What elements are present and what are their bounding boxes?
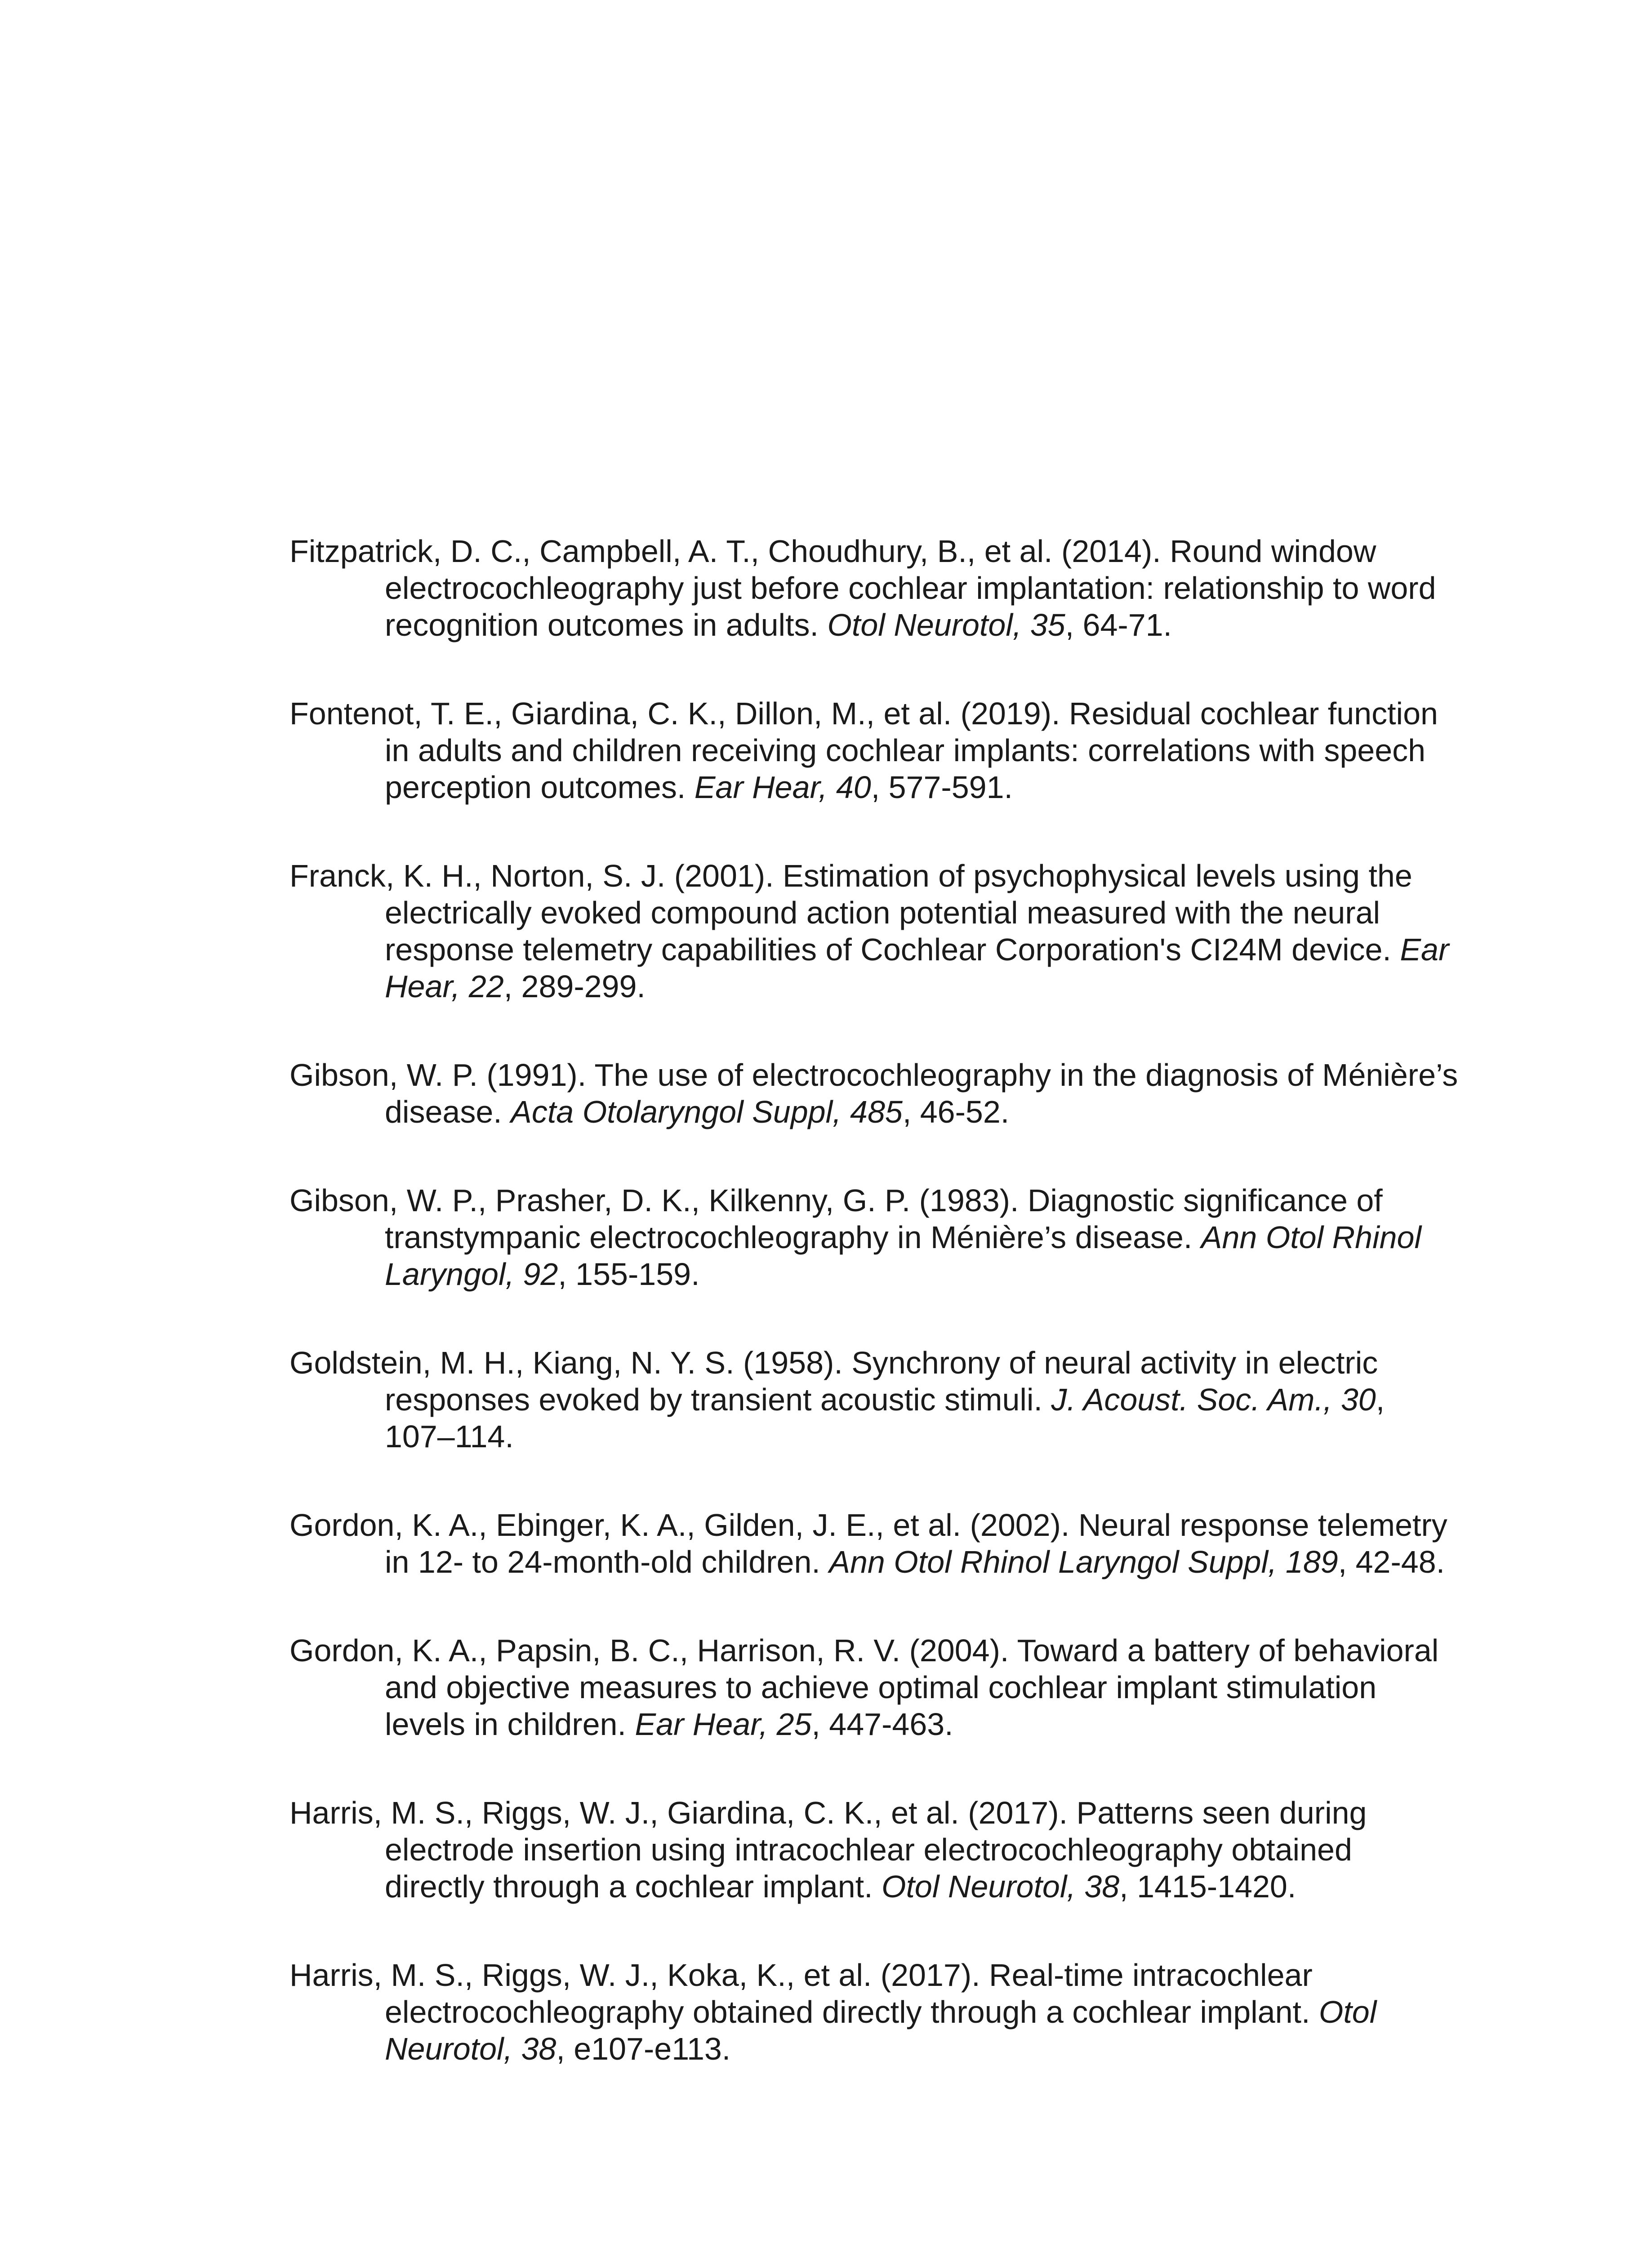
reference-title: The use of electrocochleography in the diagnosis of Ménière’s disease. bbox=[385, 1057, 1458, 1129]
reference-title: Real-time intracochlear electrocochleography obtained directly through a cochlear implant. bbox=[385, 1958, 1319, 2029]
reference-authors: Gibson, W. P., Prasher, D. K., Kilkenny, G. P. (1983). bbox=[289, 1183, 1028, 1218]
reference-pages: , 155-159. bbox=[558, 1257, 700, 1292]
reference-title: Toward a battery of behavioral and objective measures to achieve optimal cochlear implant stimulation levels in children. bbox=[385, 1633, 1439, 1742]
reference-title: Patterns seen during electrode insertion using intracochlear electrocochleography obtained directly through a cochlear implant. bbox=[385, 1795, 1367, 1904]
reference-pages: , 577-591. bbox=[871, 770, 1013, 805]
reference-journal: Ann Otol Rhinol Laryngol Suppl, 189 bbox=[829, 1544, 1338, 1579]
reference-journal: Otol Neurotol, 35 bbox=[827, 607, 1065, 642]
reference-journal: J. Acoust. Soc. Am., 30 bbox=[1051, 1382, 1376, 1417]
reference-authors: Gibson, W. P. (1991). bbox=[289, 1057, 595, 1093]
reference-pages: , 447-463. bbox=[811, 1707, 953, 1742]
reference-pages: , 42-48. bbox=[1338, 1544, 1445, 1579]
reference-entry bbox=[289, 1632, 1458, 1743]
reference-entry bbox=[289, 1344, 1458, 1455]
reference-pages: , 64-71. bbox=[1065, 607, 1172, 642]
reference-entry bbox=[289, 1957, 1458, 2067]
reference-authors: Harris, M. S., Riggs, W. J., Koka, K., et al. (2017). bbox=[289, 1958, 989, 1993]
reference-entry bbox=[289, 533, 1458, 643]
reference-authors: Goldstein, M. H., Kiang, N. Y. S. (1958). bbox=[289, 1345, 852, 1380]
reference-authors: Fitzpatrick, D. C., Campbell, A. T., Choudhury, B., et al. (2014). bbox=[289, 534, 1170, 569]
reference-journal: Ear Hear, 22 bbox=[385, 932, 1449, 1004]
reference-title: Estimation of psychophysical levels using the electrically evoked compound action potential measured with the neural response telemetry capabilities of Cochlear Corporation's CI24M device. bbox=[385, 858, 1412, 967]
reference-title: Diagnostic significance of transtympanic electrocochleography in Ménière’s disease. bbox=[385, 1183, 1383, 1255]
reference-journal: Ear Hear, 40 bbox=[694, 770, 871, 805]
reference-title: Residual cochlear function in adults and children receiving cochlear implants: correlations with speech perception outcomes. bbox=[385, 696, 1438, 805]
reference-authors: Gordon, K. A., Papsin, B. C., Harrison, R. V. (2004). bbox=[289, 1633, 1017, 1668]
reference-title: Synchrony of neural activity in electric responses evoked by transient acoustic stimuli. bbox=[385, 1345, 1378, 1417]
reference-journal: Otol Neurotol, 38 bbox=[385, 1994, 1377, 2066]
reference-authors: Gordon, K. A., Ebinger, K. A., Gilden, J. E., et al. (2002). bbox=[289, 1508, 1078, 1543]
reference-pages: , 289-299. bbox=[503, 969, 646, 1004]
reference-journal: Ear Hear, 25 bbox=[635, 1707, 812, 1742]
reference-pages: , 1415-1420. bbox=[1119, 1869, 1296, 1904]
reference-entry bbox=[289, 695, 1458, 806]
reference-pages: , e107-e113. bbox=[556, 2031, 731, 2066]
reference-entry bbox=[289, 1182, 1458, 1293]
reference-title: Neural response telemetry in 12- to 24-month-old children. bbox=[385, 1508, 1447, 1579]
reference-list bbox=[289, 533, 1458, 2119]
reference-pages: , 46-52. bbox=[902, 1094, 1010, 1129]
reference-authors: Franck, K. H., Norton, S. J. (2001). bbox=[289, 858, 783, 893]
reference-title: Round window electrocochleography just before cochlear implantation: relationship to word recognition outcomes in adults. bbox=[385, 534, 1436, 642]
reference-entry bbox=[289, 1507, 1458, 1580]
reference-entry bbox=[289, 1794, 1458, 1905]
reference-entry bbox=[289, 857, 1458, 1005]
reference-journal: Ann Otol Rhinol Laryngol, 92 bbox=[385, 1220, 1422, 1292]
reference-journal: Otol Neurotol, 38 bbox=[882, 1869, 1120, 1904]
reference-journal: Acta Otolaryngol Suppl, 485 bbox=[511, 1094, 903, 1129]
reference-pages: , 107–114. bbox=[385, 1382, 1385, 1454]
reference-authors: Fontenot, T. E., Giardina, C. K., Dillon, M., et al. (2019). bbox=[289, 696, 1069, 731]
reference-authors: Harris, M. S., Riggs, W. J., Giardina, C. K., et al. (2017). bbox=[289, 1795, 1077, 1830]
reference-entry bbox=[289, 1057, 1458, 1130]
